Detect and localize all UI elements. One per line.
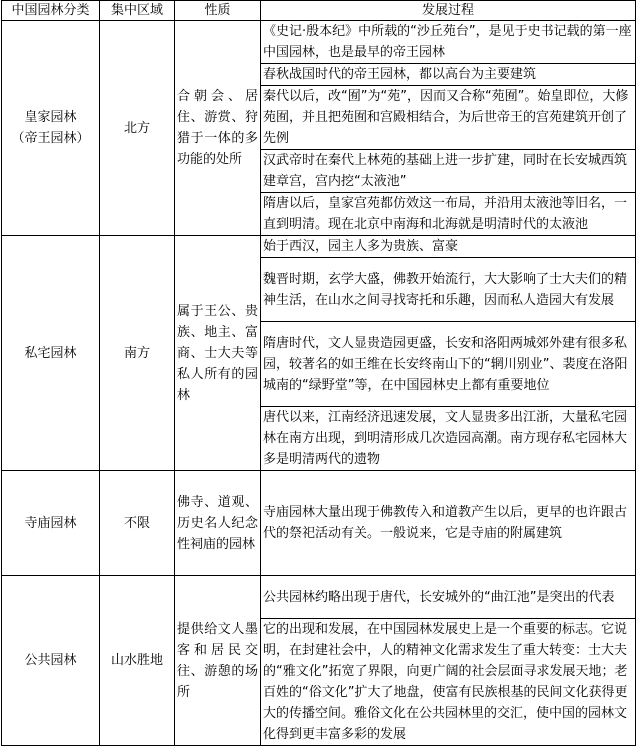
- garden-classification-table: [1, 0, 636, 746]
- category-cell: 私宅园林: [2, 236, 100, 471]
- development-cell: 汉武帝时在秦代上林苑的基础上进一步扩建，同时在长安城西筑建章宫，宫内挖“太液池”: [261, 150, 636, 193]
- header-category: 中国园林分类: [2, 1, 100, 21]
- nature-cell: 佛寺、道观、历史名人纪念性祠庙的园林: [175, 471, 261, 576]
- header-row: [2, 1, 636, 21]
- region-cell: 北方: [100, 21, 175, 236]
- nature-cell: 合朝会、居住、游赏、狩猎于一体的多功能的处所: [175, 21, 261, 236]
- header-region: 集中区域: [100, 1, 175, 21]
- development-cell: 它的出现和发展，在中国园林发展史上是一个重要的标志。它说明，在封建社会中，人的精神文化需求发生了重大转变：士大夫的“雅文化”拓宽了界限，向更广阔的社会层面寻求发展天地；老百姓的“俗文化”扩大了地盘，使富有民族根基的民间文化获得更大的传播空间。雅俗文化在公共园林里的交汇，使中国的园林文化得到更丰富多彩的发展: [261, 619, 636, 746]
- region-cell: 南方: [100, 236, 175, 471]
- development-cell: 秦代以后，改“囿”为“苑”，因而又合称“苑囿”。始皇即位，大修苑囿，并且把苑囿和宫殿相结合，为后世帝王的宫苑建筑开创了先例: [261, 86, 636, 150]
- nature-cell: 提供给文人墨客和居民交往、游憩的场所: [175, 576, 261, 746]
- development-cell: 《史记·殷本纪》中所载的“沙丘苑台”，是见于史书记载的第一座中国园林，也是最早的帝王园林: [261, 21, 636, 64]
- development-cell: 唐代以来，江南经济迅速发展，文人显贵多出江浙，大量私宅园林在南方出现，到明清形成几次造园高潮。南方现存私宅园林大多是明清两代的遗物: [261, 407, 636, 471]
- table-row: [2, 471, 636, 576]
- development-cell: 公共园林约略出现于唐代，长安城外的“曲江池”是突出的代表: [261, 576, 636, 619]
- table-row: [2, 21, 636, 64]
- table-row: [2, 576, 636, 619]
- development-cell: 隋唐时代，文人显贵造园更盛，长安和洛阳两城郊外建有很多私园，较著名的如王维在长安终南山下的“辋川别业”、裴度在洛阳城南的“绿野堂”等，在中国园林史上都有重要地位: [261, 322, 636, 407]
- header-development: 发展过程: [261, 1, 636, 21]
- category-cell: 公共园林: [2, 576, 100, 746]
- table-row: [2, 236, 636, 258]
- header-nature: 性质: [175, 1, 261, 21]
- region-cell: 不限: [100, 471, 175, 576]
- development-cell: 隋唐以后，皇家宫苑都仿效这一布局，并沿用太液池等旧名，一直到明清。现在北京中南海和北海就是明清时代的太液池: [261, 193, 636, 236]
- category-cell: 寺庙园林: [2, 471, 100, 576]
- nature-cell: 属于王公、贵族、地主、富商、士大夫等私人所有的园林: [175, 236, 261, 471]
- region-cell: 山水胜地: [100, 576, 175, 746]
- development-cell: 魏晋时期，玄学大盛，佛教开始流行，大大影响了士大夫们的精神生活，在山水之间寻找寄托和乐趣，因而私人造园大有发展: [261, 258, 636, 322]
- development-cell: 始于西汉，园主人多为贵族、富豪: [261, 236, 636, 258]
- category-cell: 皇家园林 （帝王园林）: [2, 21, 100, 236]
- development-cell: 春秋战国时代的帝王园林，都以高台为主要建筑: [261, 64, 636, 86]
- development-cell: 寺庙园林大量出现于佛教传入和道教产生以后，更早的也许跟古代的祭祀活动有关。一般说来，它是寺庙的附属建筑: [261, 471, 636, 576]
